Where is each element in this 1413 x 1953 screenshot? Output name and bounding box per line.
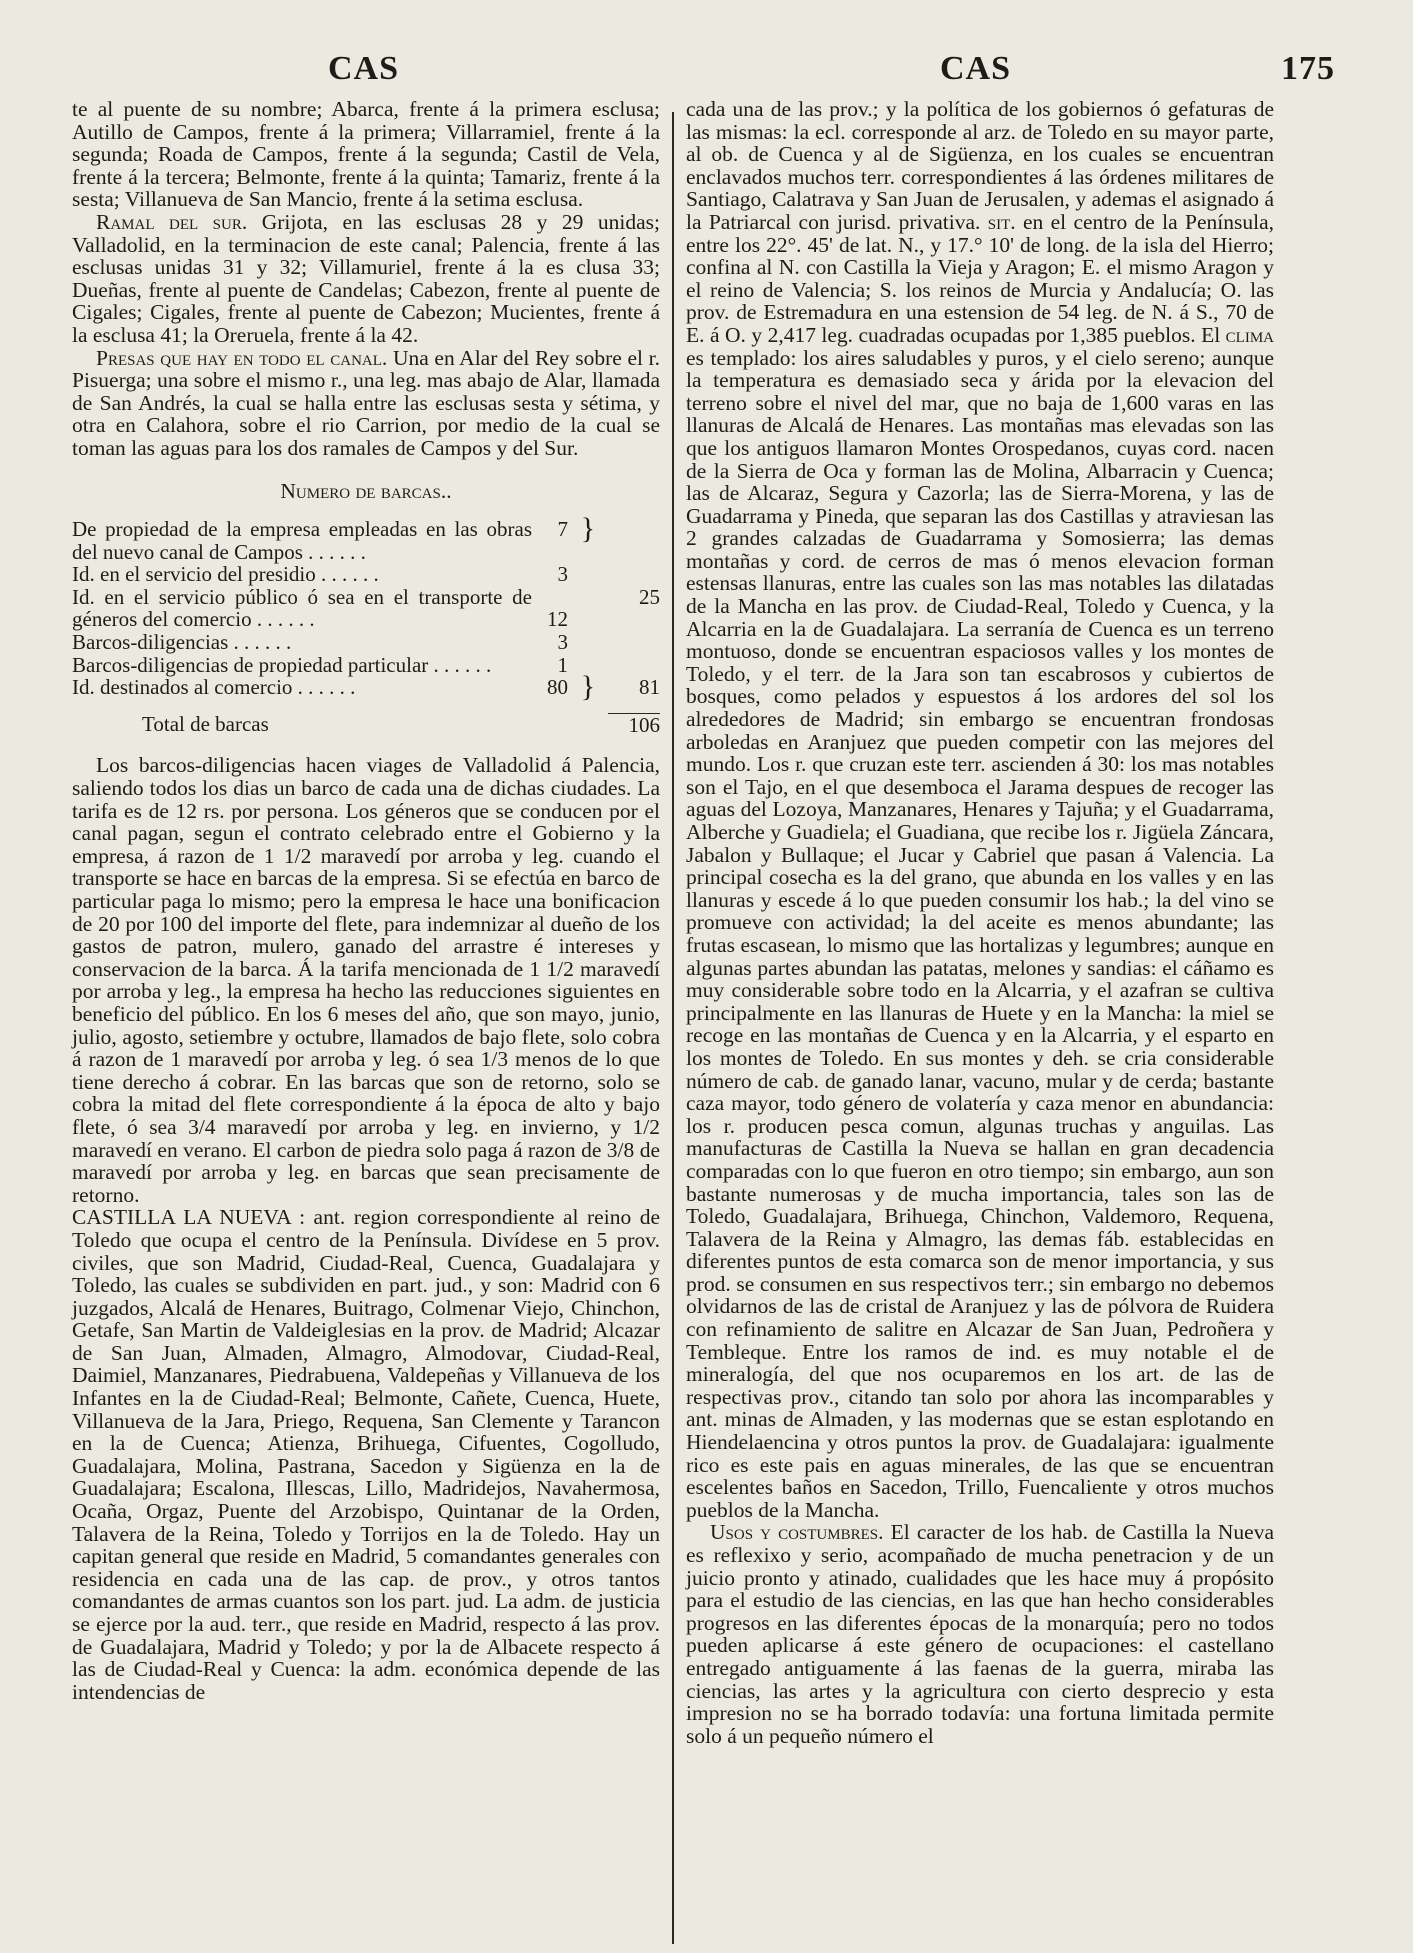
paragraph-text: : ant. region correspondiente al reino de Toledo que ocupa el centro de la Península. Divídese en 5 prov. civiles, que son Madrid, Ciudad-Real, Cuenca, Guadalajara y Toledo, las cuales se subdividen en part. jud., y son: Madrid con 6 juzgados, Alcalá de Henares, Buitrago, Colmenar Viejo, Chinchon, Getafe, San Martin de Valdeiglesias en la prov. de Madrid; Alcazar de San Juan, Almaden, Almagro, Almodovar, Ciudad-Real, Daimiel, Manzanares, Piedrabuena, Valdepeñas y Villanueva de los Infantes en la de Ciudad-Real; Belmonte, Cañete, Cuenca, Huete, Villanueva de la Jara, Priego, Requena, San Clemente y Tarancon en la de Cuenca; Atienza, Brihuega, Cifuentes, Cogolludo, Guadalajara, Molina, Pastrana, Sacedon y Sigüenza en la de Guadalajara; Escalona, Illescas, Lillo, Madridejos, Navahermosa, Ocaña, Orgaz, Puente del Arzobispo, Quintanar de la Orden, Talavera de la Reina, Toledo y Torrijos en la de Toledo. Hay un capitan general que reside en Madrid, 5 comandantes generales con residencia en cada una de las cap. de prov., y otros tantos comandantes de armas cuantos son los part. jud. La adm. de justicia se ejerce por la aud. terr., que reside en Madrid, respecto á las prov. de Guadalajara, Madrid y Toledo; y por la de Albacete respecto á las de Ciudad-Real y Cuenca: la adm. económica depende de las intendencias de (72, 1205, 661, 1704)
left-column (72, 98, 660, 1703)
group-total: 25 (639, 584, 660, 609)
paragraph: te al puente de su nombre; Abarca, frente á la primera esclusa; Autillo de Campos, frente á la primera; Villarramiel, frente á la segunda; Roada de Campos, frente á la segunda; Castil de Vela, frente á la tercera; Belmonte, frente á la quinta; Tamariz, frente á la sesta; Villanueva de San Mancio, frente á la setima esclusa. (72, 97, 660, 212)
paragraph: Los barcos-diligencias hacen viages de Valladolid á Palencia, saliendo todos los dias un barco de cada una de dichas ciudades. La tarifa es de 12 rs. por persona. Los géneros que se conducen por el canal pagan, segun el contrato celebrado entre el Gobierno y la empresa, á razon de 1 1/2 maravedí por arroba y leg. cuando el transporte se hace en barcas de la empresa. Si se efectúa en barco de particular paga lo mismo; pero la empresa le hace una bonificacion de 20 por 100 del importe del flete, para indemnizar al dueño de los gastos de patron, mulero, ganado del arrastre é intereses y conservacion de la barca. Á la tarifa mencionada de 1 1/2 maravedí por arroba y leg., la empresa ha hecho las reducciones siguientes en beneficio del público. En los 6 meses del año, que son mayo, junio, julio, agosto, setiembre y octubre, llamados de bajo flete, solo cobra á razon de 1 maravedí por arroba y leg. ó sea 1/3 menos de lo que tiene derecho á cobrar. En las barcas que son de retorno, solo se cobra la mitad del flete correspondiente á la época de alto y bajo flete, ó sea 3/4 maravedí por arroba y leg. en invierno, y 1/2 maravedí en verano. El carbon de piedra solo paga á razon de 3/8 de maravedí por arroba y leg. en barcas que sean precisamente de retorno. (72, 753, 660, 1207)
section-heading: Ramal del sur. (96, 209, 248, 234)
header-left-keyword: CAS (328, 50, 400, 87)
section-heading: sit. (987, 209, 1016, 234)
row-label: Barcos-diligencias . . . . . . (72, 630, 292, 655)
boats-table-title: Numero de barcas.. (280, 478, 452, 503)
paragraph (72, 1206, 660, 1703)
section-heading: Usos y costumbres. (710, 1520, 884, 1545)
paragraph-text: es templado: los aires saludables y puros, y el cielo sereno; aunque la temperatura es demasiado seca y árida por la elevacion del terreno sobre el nivel del mar, que no baja de 1,600 varas en las llanuras de Alcalá de Henares. Las montañas mas elevadas son las que los antiguos llamaron Montes Orospedanos, cuyas cord. nacen de la Sierra de Oca y forman las de Molina, Albarracin y Cuenca; las de Alcaraz, Segura y Cazorla; las de Sierra-Morena, y las de Guadarrama y Pineda, que separan las dos Castillas y atraviesan las 2 grandes calzadas de Guadarrama y Somosierra; las demas montañas y cord. de cerros de mas ó menos elevacion forman estensas llanuras, entre las cuales son las mas notables las dilatadas de la Mancha en las prov. de Ciudad-Real, Toledo y Cuenca, y la Alcarria en la de Guadalajara. La serranía de Cuenca es un terreno montuoso, donde se encuentran espaciosos valles y los montes de Toledo, y el terr. de la Jara son tan escabrosos y cubiertos de bosques, como pelados y espuestos á los ardores del sol los alrededores de Madrid; sin embargo se encuentran frondosas arboledas en Aranjuez que pueden competir con las mejores del mundo. Los r. que cruzan este terr. ascienden á 30: los mas notables son el Tajo, en el que desemboca el Jarama despues de recoger las aguas del Lozoya, Manzanares, Henares y Tajuña; y el Guadarrama, Alberche y Guadiela; el Guadiana, que recibe los r. Jigüela Záncara, Jabalon y Bullaque; el Jucar y Cabriel que pasan á Valencia. La principal cosecha es la del grano, que abunda en los valles y en las llanuras y escede á lo que pueden consumir los hab.; la del vino se promueve con actividad; la del aceite es menos abundante; las frutas escasean, lo mismo que las hortalizas y legumbres; aunque en algunas partes abundan las patatas, melones y sandias: el cáñamo es muy considerable sobre todo en la Alcarria, y el azafran se cultiva principalmente en las llanuras de Huete y en la Mancha: la miel se recoge en las montañas de Cuenca y en la Alcarria, y el esparto en los montes de Toledo. En sus montes y deh. se cria considerable número de cab. de ganado lanar, vacuno, mular y de cerda; bastante caza mayor, todo género de volatería y caza menor en abundancia: los r. producen pesca comun, algunas truchas y anguilas. Las manufacturas de Castilla la Nueva se hallan en gran decadencia comparadas con lo que fueron en otro tiempo; sin embargo, aun son bastante numerosas y de mucha importancia, tales son las de Toledo, Guadalajara, Brihuega, Chinchon, Valdemoro, Requena, Talavera de la Reina y Almagro, las demas fáb. establecidas en diferentes puntos de esta comarca son de menor importancia, y sus prod. se consumen en sus respectivos terr.; sin embargo no debemos olvidarnos de las de cristal de Aranjuez y las de pólvora de Ruidera con refinamiento de salitre en Alcazar de San Juan, Pedroñera y Tembleque. Entre los ramos de ind. es muy notable el de mineralogía, del que nos ocuparemos en los art. de las de respectivas prov., citando tan solo por ahora las incomparables y ant. minas de Almaden, y las modernas que se estan esplotando en Hiendelaencina y otros puntos la prov. de Guadalajara: igualmente rico es este pais en aguas minerales, de las que se encuentran escelentes baños en Sacedon, Trillo, Fuencaliente y otros muchos pueblos de la Mancha. (686, 345, 1274, 1522)
table-row (72, 518, 660, 563)
total-label: Total de barcas (142, 712, 269, 737)
row-label: Id. en el servicio del presidio . . . . . . (72, 562, 379, 587)
brace: } (580, 670, 596, 704)
section-heading: clima (1225, 322, 1275, 347)
paragraph-text: en el centro de la Península, entre los 22°. 45' de lat. N., y 17.° 10' de long. de la isla del Hierro; confina al N. con Castilla la Vieja y Aragon; E. el mismo Aragon y el reino de Valencia; S. los reinos de Murcia y Andalucía; O. las prov. de Estremadura en una estension de 54 leg. de N. á S., 70 de E. á O. y 2,417 leg. cuadradas ocupadas por 1,385 pueblos. El (686, 209, 1274, 347)
group-total: 81 (639, 675, 660, 700)
boats-table (72, 512, 660, 737)
row-value: 1 (557, 652, 568, 677)
row-value: 80 (547, 675, 568, 700)
row-label: De propiedad de la empresa empleadas en las obras del nuevo canal de Campos . . . . . . (72, 517, 532, 564)
paragraph-text: El caracter de los hab. de Castilla la Nueva es reflexixo y serio, acompañado de mucha penetracion y de un juicio pronto y atinado, cualidades que les hace muy á propósito para el estudio de las ciencias, en las que han hecho considerables progresos en las diferentes épocas de la monarquía; pero no todos pueden aplicarse á este género de ocupaciones: el castellano entregado antiguamente á las faenas de la guerra, miraba las ciencias, las artes y la agricultura con cierto desprecio y esta impresion no se ha borrado todavía: una fortuna limitada permite solo á un pequeño número el (686, 1520, 1274, 1748)
row-label: Barcos-diligencias de propiedad particular . . . . . . (72, 652, 492, 677)
page-number: 175 (1281, 50, 1335, 87)
row-label: Id. en el servicio público ó sea en el transporte de géneros del comercio . . . . . . (72, 584, 532, 632)
total-row (72, 713, 660, 736)
paragraph-text: Grijota, en las esclusas 28 y 29 unidas; Valladolid, en la terminacion de este canal; Palencia, frente á las esclusas unidas 31 y 32; Villamuriel, frente á la es clusa 33; Dueñas, frente al puente de Candelas; Cabezon, frente al puente de Cigales; Cigales, frente al puente de Cabezon; Mucientes, frente á la esclusa 41; la Oreruela, frente á la 42. (72, 209, 661, 347)
total-value: 106 (608, 713, 660, 736)
table-row (72, 676, 660, 699)
row-value: 3 (557, 562, 568, 587)
row-value: 12 (547, 607, 568, 632)
paragraph-text: cada una de las prov.; y la política de los gobiernos ó gefaturas de las mismas: la ecl. corresponde al arz. de Toledo en su mayor parte, al ob. de Cuenca y al de Sigüenza, en los cuales se encuentran enclavados muchos terr. correspondientes á las órdenes militares de Santiago, Calatrava y San Juan de Jerusalen, y ademas el asignado á la Patriarcal con jurisd. privativa. (686, 97, 1274, 234)
row-value: 7 (557, 517, 568, 542)
paragraph-text: Una en Alar del Rey sobre el r. Pisuerga; una sobre el mismo r., una leg. mas abajo de Alar, llamada de San Andrés, la cual se halla entre las esclusas sesta y sétima, y otra en Calahora, sobre el rio Carrion, por medio de la cual se toman las aguas para los dos ramales de Campos y del Sur. (72, 345, 660, 460)
entry-heading: CASTILLA LA NUEVA (72, 1205, 291, 1230)
paragraph (686, 98, 1274, 1521)
row-label: Id. destinados al comercio . . . . . . (72, 675, 356, 700)
paragraph (72, 347, 660, 460)
paragraph (686, 1521, 1274, 1747)
column-divider (672, 112, 674, 1944)
brace: } (580, 512, 596, 546)
right-column (686, 98, 1274, 1747)
header-center-keyword: CAS (940, 50, 1012, 87)
paragraph (72, 211, 660, 347)
row-value: 3 (557, 630, 568, 655)
section-heading: Presas que hay en todo el canal. (96, 345, 388, 370)
